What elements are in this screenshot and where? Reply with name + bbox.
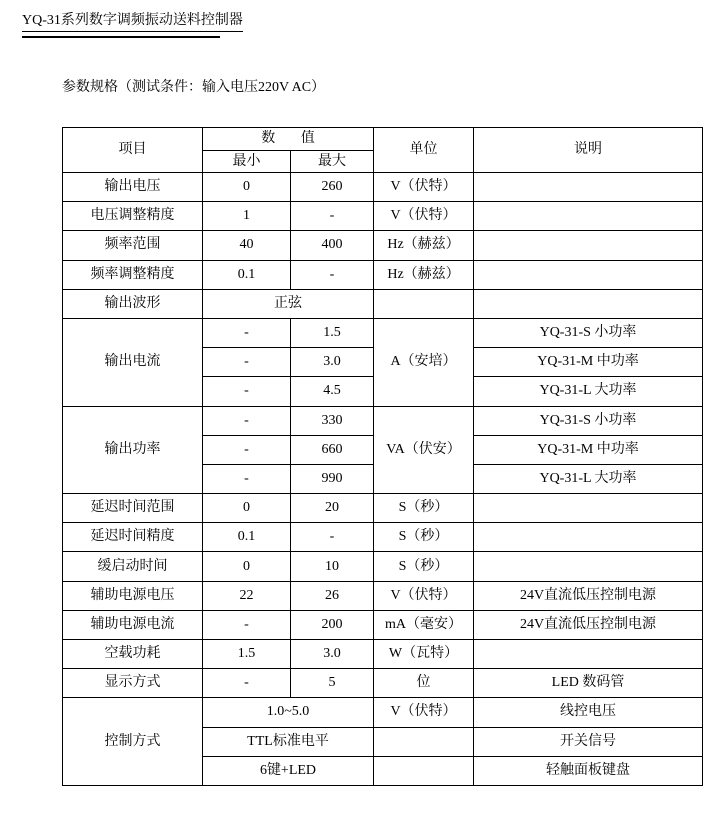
row-unit: Hz（赫兹） bbox=[374, 231, 474, 260]
row-item: 缓启动时间 bbox=[63, 552, 203, 581]
table-row bbox=[63, 610, 703, 639]
row-max: 5 bbox=[291, 669, 374, 698]
table-row bbox=[63, 669, 703, 698]
row-item: 电压调整精度 bbox=[63, 202, 203, 231]
row-note: LED 数码管 bbox=[474, 669, 703, 698]
table-row bbox=[63, 318, 703, 347]
row-value: TTL标准电平 bbox=[203, 727, 374, 756]
row-item: 显示方式 bbox=[63, 669, 203, 698]
row-item: 输出电流 bbox=[63, 318, 203, 406]
row-note-empty bbox=[474, 289, 703, 318]
row-unit: A（安培） bbox=[374, 318, 474, 406]
row-unit: VA（伏安） bbox=[374, 406, 474, 494]
row-unit: V（伏特） bbox=[374, 581, 474, 610]
row-note: 开关信号 bbox=[474, 727, 703, 756]
table-row bbox=[63, 552, 703, 581]
row-note-empty bbox=[474, 202, 703, 231]
row-item: 频率调整精度 bbox=[63, 260, 203, 289]
row-min: - bbox=[203, 464, 291, 493]
row-max: 260 bbox=[291, 173, 374, 202]
row-note-empty bbox=[474, 523, 703, 552]
row-max: - bbox=[291, 260, 374, 289]
row-value: 正弦 bbox=[203, 289, 374, 318]
row-max: 26 bbox=[291, 581, 374, 610]
row-unit: V（伏特） bbox=[374, 173, 474, 202]
row-min: 0 bbox=[203, 173, 291, 202]
row-note-empty bbox=[474, 552, 703, 581]
table-row bbox=[63, 202, 703, 231]
row-unit: Hz（赫兹） bbox=[374, 260, 474, 289]
row-note: YQ-31-S 小功率 bbox=[474, 318, 703, 347]
row-min: 1.5 bbox=[203, 640, 291, 669]
table-row bbox=[63, 698, 703, 727]
header-value: 数 值 bbox=[203, 128, 374, 151]
row-note: YQ-31-L 大功率 bbox=[474, 464, 703, 493]
row-min: - bbox=[203, 610, 291, 639]
row-item: 空载功耗 bbox=[63, 640, 203, 669]
row-note: 线控电压 bbox=[474, 698, 703, 727]
row-max: 990 bbox=[291, 464, 374, 493]
row-min: - bbox=[203, 348, 291, 377]
row-min: 40 bbox=[203, 231, 291, 260]
row-max: - bbox=[291, 523, 374, 552]
row-min: 0 bbox=[203, 494, 291, 523]
row-note-empty bbox=[474, 173, 703, 202]
row-max: 1.5 bbox=[291, 318, 374, 347]
row-unit: S（秒） bbox=[374, 523, 474, 552]
table-row bbox=[63, 173, 703, 202]
row-item: 辅助电源电压 bbox=[63, 581, 203, 610]
row-max: 4.5 bbox=[291, 377, 374, 406]
table-row bbox=[63, 260, 703, 289]
row-note-empty bbox=[474, 494, 703, 523]
header-min: 最小 bbox=[203, 151, 291, 173]
row-max: - bbox=[291, 202, 374, 231]
row-item: 延迟时间精度 bbox=[63, 523, 203, 552]
table-row bbox=[63, 289, 703, 318]
row-note: 24V直流低压控制电源 bbox=[474, 610, 703, 639]
row-note: YQ-31-M 中功率 bbox=[474, 435, 703, 464]
table-row bbox=[63, 231, 703, 260]
row-max: 3.0 bbox=[291, 348, 374, 377]
row-min: - bbox=[203, 377, 291, 406]
row-unit-empty bbox=[374, 756, 474, 785]
table-row bbox=[63, 581, 703, 610]
row-unit: mA（毫安） bbox=[374, 610, 474, 639]
row-min: 0.1 bbox=[203, 260, 291, 289]
header-item: 项目 bbox=[63, 128, 203, 173]
row-unit: S（秒） bbox=[374, 552, 474, 581]
row-min: - bbox=[203, 669, 291, 698]
row-min: 1 bbox=[203, 202, 291, 231]
row-min: - bbox=[203, 406, 291, 435]
row-max: 20 bbox=[291, 494, 374, 523]
title-rule bbox=[22, 36, 220, 38]
document-title: YQ-31系列数字调频振动送料控制器 bbox=[22, 12, 243, 32]
row-unit: V（伏特） bbox=[374, 202, 474, 231]
row-item: 辅助电源电流 bbox=[63, 610, 203, 639]
row-note: 24V直流低压控制电源 bbox=[474, 581, 703, 610]
header-max: 最大 bbox=[291, 151, 374, 173]
row-item: 控制方式 bbox=[63, 698, 203, 786]
row-unit: 位 bbox=[374, 669, 474, 698]
row-item: 输出功率 bbox=[63, 406, 203, 494]
table-row bbox=[63, 640, 703, 669]
row-max: 400 bbox=[291, 231, 374, 260]
row-unit: W（瓦特） bbox=[374, 640, 474, 669]
row-unit: S（秒） bbox=[374, 494, 474, 523]
row-note: YQ-31-M 中功率 bbox=[474, 348, 703, 377]
row-unit-empty bbox=[374, 727, 474, 756]
row-item: 输出电压 bbox=[63, 173, 203, 202]
header-note: 说明 bbox=[474, 128, 703, 173]
row-min: 0 bbox=[203, 552, 291, 581]
table-header-row bbox=[63, 128, 703, 151]
table-row bbox=[63, 523, 703, 552]
table-row bbox=[63, 494, 703, 523]
row-item: 延迟时间范围 bbox=[63, 494, 203, 523]
row-value: 6键+LED bbox=[203, 756, 374, 785]
row-max: 10 bbox=[291, 552, 374, 581]
row-min: - bbox=[203, 318, 291, 347]
row-note: YQ-31-L 大功率 bbox=[474, 377, 703, 406]
row-max: 200 bbox=[291, 610, 374, 639]
row-max: 3.0 bbox=[291, 640, 374, 669]
table-row bbox=[63, 406, 703, 435]
row-item: 输出波形 bbox=[63, 289, 203, 318]
row-value: 1.0~5.0 bbox=[203, 698, 374, 727]
row-note: YQ-31-S 小功率 bbox=[474, 406, 703, 435]
row-note: 轻触面板键盘 bbox=[474, 756, 703, 785]
row-max: 660 bbox=[291, 435, 374, 464]
row-note-empty bbox=[474, 260, 703, 289]
row-unit-empty bbox=[374, 289, 474, 318]
row-note-empty bbox=[474, 231, 703, 260]
spec-table bbox=[62, 127, 703, 786]
row-note-empty bbox=[474, 640, 703, 669]
row-max: 330 bbox=[291, 406, 374, 435]
row-min: - bbox=[203, 435, 291, 464]
row-unit: V（伏特） bbox=[374, 698, 474, 727]
spec-subtitle: 参数规格（测试条件：输入电压220V AC） bbox=[62, 80, 326, 95]
row-min: 0.1 bbox=[203, 523, 291, 552]
row-item: 频率范围 bbox=[63, 231, 203, 260]
row-min: 22 bbox=[203, 581, 291, 610]
header-unit: 单位 bbox=[374, 128, 474, 173]
